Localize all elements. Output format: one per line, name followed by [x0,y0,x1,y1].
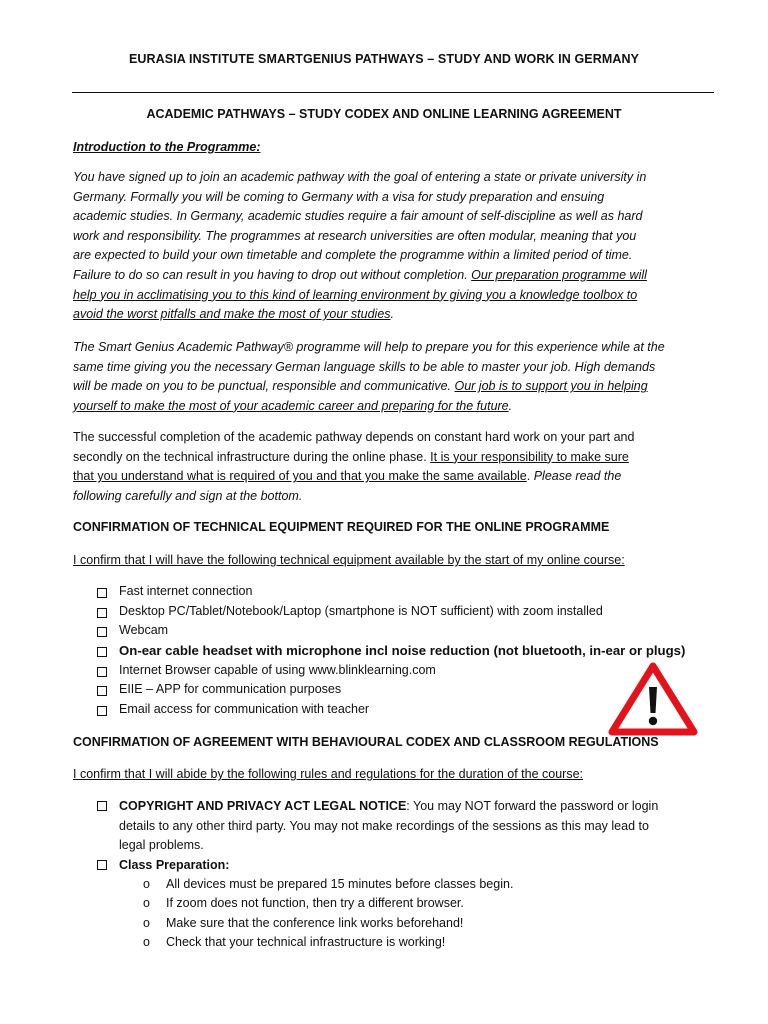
copyright-line: legal problems. [119,838,204,853]
completion-text: . [526,469,534,484]
bullet-icon: o [143,916,150,930]
completion-line [73,467,718,487]
document-header: EURASIA INSTITUTE SMARTGENIUS PATHWAYS – STUDY AND WORK IN GERMANY [128,52,640,66]
completion-italic-text: Please read the [533,469,622,484]
intro-line: work and responsibility. The programmes at research universities are often modular, meaning that you [73,228,637,243]
completion-italic-line: following carefully and sign at the bottom. [73,488,303,503]
intro-line [73,305,718,325]
checkbox[interactable] [97,686,107,696]
completion-line [73,448,718,468]
pathway-text: will be made on you to be punctual, responsible and communicative. [73,379,455,394]
copyright-line [119,797,658,817]
equipment-item-label: Webcam [119,623,169,638]
equipment-item-label: On-ear cable headset with microphone incl noise reduction (not bluetooth, in-ear or plugs) [119,643,686,659]
completion-line: The successful completion of the academic pathway depends on constant hard work on your part and [73,430,635,444]
intro-text: . [390,307,395,322]
preparation-subitem-text: All devices must be prepared 15 minutes before classes begin. [166,877,514,891]
equipment-item-label: Desktop PC/Tablet/Notebook/Laptop (smartphone is NOT sufficient) with zoom installed [119,603,603,618]
checkbox[interactable] [97,627,107,637]
bullet-icon: o [143,896,150,910]
intro-paragraph [73,168,718,325]
intro-line: are expected to build your own timetable and complete the programme within a limited period of time. [73,248,633,263]
intro-underlined-text: avoid the worst pitfalls and make the most of your studies [73,307,391,322]
equipment-item-label: Fast internet connection [119,584,253,598]
document-title: ACADEMIC PATHWAYS – STUDY CODEX AND ONLINE LEARNING AGREEMENT [146,107,622,121]
agreement-heading: CONFIRMATION OF AGREEMENT WITH BEHAVIOURAL CODEX AND CLASSROOM REGULATIONS [73,735,659,749]
completion-paragraph [73,428,718,506]
pathway-line: same time giving you the necessary German language skills to be able to master your job. High demands [73,359,656,374]
intro-underlined-text: Our preparation programme will [471,267,647,282]
checkbox[interactable] [97,860,107,870]
pathway-text: . [508,398,513,413]
agreement-confirm-statement: I confirm that I will abide by the following rules and regulations for the duration of the course: [73,767,584,781]
bullet-icon: o [143,877,150,891]
equipment-item-label: Internet Browser capable of using www.blinklearning.com [119,662,436,677]
intro-underlined-line: help you in acclimatising you to this kind of learning environment by giving you a knowledge toolbox to [73,287,638,302]
pathway-line [73,397,718,417]
intro-heading: Introduction to the Programme: [73,140,261,154]
completion-text: secondly on the technical infrastructure during the online phase. [73,449,431,464]
class-preparation-label: Class Preparation: [119,858,230,872]
preparation-subitem-text: If zoom does not function, then try a different browser. [166,896,464,910]
equipment-item-label: Email access for communication with teacher [119,702,370,717]
pathway-underlined-text: yourself to make the most of your academic career and preparing for the future [73,398,509,413]
equipment-item-label: EIIE – APP for communication purposes [119,682,342,697]
pathway-line [73,377,718,397]
completion-underlined-text: It is your responsibility to make sure [430,449,629,464]
intro-line: Germany. Formally you will be coming to Germany with a visa for study preparation and ensuing [73,189,605,204]
completion-underlined-text: that you understand what is required of you and that you make the same available [73,469,527,484]
header-divider [72,92,714,93]
pathway-underlined-text: Our job is to support you in helping [454,379,648,394]
checkbox[interactable] [97,706,107,716]
intro-line: academic studies. In Germany, academic studies require a fair amount of self-discipline as well as hard [73,209,643,224]
checkbox[interactable] [97,667,107,677]
intro-text: Failure to do so can result in you having to drop out without completion. [73,267,472,282]
checkbox[interactable] [97,608,107,618]
pathway-line: The Smart Genius Academic Pathway® programme will help to prepare you for this experience while at the [73,340,665,354]
intro-line: You have signed up to join an academic pathway with the goal of entering a state or private university in [73,170,647,184]
intro-line [73,266,718,286]
copyright-label: COPYRIGHT AND PRIVACY ACT LEGAL NOTICE [119,799,407,813]
checkbox[interactable] [97,588,107,598]
equipment-confirm-statement: I confirm that I will have the following technical equipment available by the start of my online course: [73,553,625,567]
copyright-text: : You may NOT forward the password or login [406,799,659,813]
exclamation-warning-triangle-icon [608,662,698,736]
checkbox[interactable] [97,647,107,657]
bullet-icon: o [143,935,150,949]
equipment-heading: CONFIRMATION OF TECHNICAL EQUIPMENT REQUIRED FOR THE ONLINE PROGRAMME [73,520,610,534]
pathway-paragraph [73,338,718,416]
preparation-subitem-text: Check that your technical infrastructure is working! [166,935,446,949]
checkbox[interactable] [97,801,107,811]
copyright-line: details to any other third party. You may not make recordings of the sessions as this may lead to [119,818,649,833]
preparation-subitem-text: Make sure that the conference link works beforehand! [166,916,464,930]
